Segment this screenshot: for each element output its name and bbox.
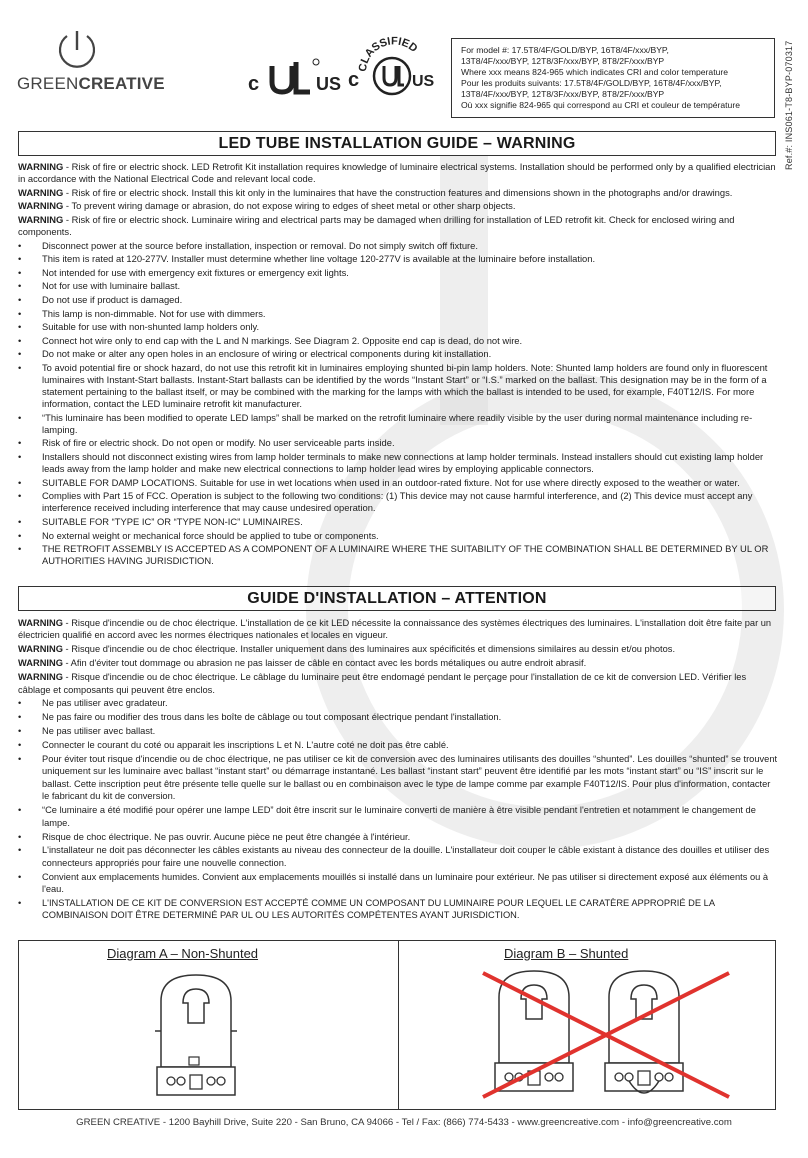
diagram-b-title: Diagram B – Shunted <box>504 946 629 961</box>
list-item: • No external weight or mechanical force should be applied to tube or components. <box>18 530 778 542</box>
list-item: • THE RETROFIT ASSEMBLY IS ACCEPTED AS A COMPONENT OF A LUMINAIRE WHERE THE SUITABILITY OF THE COMBINATION SHALL BE DETERMINED BY UL OR AUTHORITIES HAVING JURISDICTION. <box>18 543 778 567</box>
list-item: • Ne pas utiliser avec ballast. <box>18 725 778 737</box>
list-item: • Not intended for use with emergency exit fixtures or emergency exit lights. <box>18 267 778 279</box>
power-circle-icon <box>55 28 99 72</box>
brand-name: GREENCREATIVE <box>17 74 165 93</box>
warning-paragraph: WARNING - Risque d'incendie ou de choc électrique. Le câblage du luminaire peut être endomagé pendant le perçage pour l'installation de ce kit de conversion LED. Vérifier les câblage et composants qui peuvent être enclos. <box>18 672 747 695</box>
ul-left-letter: c <box>248 73 260 95</box>
warning-paragraph: WARNING - Risque d'incendie ou de choc électrique. Installer uniquement dans des luminaires aux spécificités et dimensions similaires au dessin et/ou photos. <box>18 644 676 655</box>
list-item: • Do not make or alter any open holes in an enclosure of wiring or electrical components during kit installation. <box>18 348 778 360</box>
warning-paragraph: WARNING - Risque d'incendie ou de choc électrique. L'installation de ce kit LED nécessite la connaissance des systèmes électriques des luminaires. L'installation doit être faite par un électricien qualifié en accord avec les normes électriques nationales et locales en vigueur. <box>18 618 772 641</box>
model-line: For model #: 17.5T8/4F/GOLD/BYP, 16T8/4F/xxx/BYP, <box>461 45 669 55</box>
list-item: • Risk of fire or electric shock. Do not open or modify. No user serviceable parts inside. <box>18 437 778 449</box>
list-item: • “Ce luminaire a été modifié pour opérer une lampe LED” doit être inscrit sur le luminaire converti de manière à être visible pendant l'entretien et notamment le changement de lampe. <box>18 804 778 829</box>
list-item: • Not for use with luminaire ballast. <box>18 280 778 292</box>
list-item: • Do not use if product is damaged. <box>18 294 778 306</box>
list-item: • This lamp is non-dimmable. Not for use with dimmers. <box>18 308 778 320</box>
model-line: Où xxx signifie 824-965 qui correspond au CRI et couleur de température <box>461 100 740 110</box>
list-item: • Connect hot wire only to end cap with the L and N markings. See Diagram 2. Opposite end cap is dead, do not wire. <box>18 335 778 347</box>
cul-right-letters: US <box>412 73 435 90</box>
list-item: • “This luminaire has been modified to operate LED lamps” shall be marked on the retrofit luminaire where readily visible by the user during normal maintenance including re-lamping. <box>18 412 778 436</box>
french-title: GUIDE D'INSTALLATION – ATTENTION <box>18 586 776 611</box>
model-line: Where xxx means 824-965 which indicates CRI and color temperature <box>461 67 729 77</box>
ul-right-letters: US <box>316 74 342 94</box>
list-item: • Pour éviter tout risque d'incendie ou de choc électrique, ne pas utiliser ce kit de conversion avec des luminaires utilisants des douilles “shunted”. Les douilles “shunted” se trouvent uniquement sur les luminaire avec ballast “instant start” ou démarrage instantané. Les ballast “instant start” peuvent être identifié par les mots “instant start” ou “IS” inscrit sur le ballast. Cette inscription peut être présente telle quelle sur le ballast ou en combinaison avec le type de lampe comme par example F40T12/IS. Pour plus d'information, contacter le fabricant du kit de conversion. <box>18 753 778 803</box>
brand-logo <box>17 28 177 98</box>
lamp-holders-shunted <box>459 967 759 1107</box>
list-item: • Ne pas faire ou modifier des trous dans les boîte de câblage ou tout composant électrique pendant l'installation. <box>18 711 778 723</box>
warning-paragraph: WARNING - To prevent wiring damage or abrasion, do not expose wiring to edges of sheet metal or other sharp objects. <box>18 200 516 212</box>
ul-classified-mark <box>346 28 438 102</box>
lamp-holder-non-shunted <box>141 971 251 1103</box>
list-item: • L'installateur ne doit pas déconnecter les câbles existants au niveau des connecteur de la douille. L'installateur doit couper le câble existant à distance des douilles et utiliser des connecteurs appropriés pour faire une nouvelle connection. <box>18 844 778 869</box>
list-item: • Convient aux emplacements humides. Convient aux emplacements mouillés si installé dans un luminaire pour extérieur. Ne pas utiliser si directement exposé aux éléments ou à l'eau. <box>18 871 778 896</box>
list-item: • SUITABLE FOR DAMP LOCATIONS. Suitable for use in wet locations when used in an outdoor-rated fixture. Not for use where directly exposed to the weather or water. <box>18 477 778 489</box>
french-body <box>18 617 778 923</box>
classified-text: CLASSIFIED <box>356 35 420 73</box>
list-item: • SUITABLE FOR “TYPE IC” OR “TYPE NON-IC” LUMINAIRES. <box>18 516 778 528</box>
model-line: Pour les produits suivants: 17.5T8/4F/GOLD/BYP, 16T8/4F/xxx/BYP, <box>461 78 722 88</box>
diagram-panel <box>18 940 776 1110</box>
warning-paragraph: WARNING - Afin d'éviter tout dommage ou abrasion ne pas laisser de câble en contact avec les bords métaliques ou autre endroit abrasif. <box>18 658 587 669</box>
cul-left-letter: c <box>348 69 360 91</box>
ul-listed-mark <box>246 50 342 100</box>
warning-paragraph: WARNING - Risk of fire or electric shock. Luminaire wiring and electrical parts may be damaged when drilling for installation of LED retrofit kit. Check for enclosed wiring and components. <box>18 213 735 237</box>
list-item: • Installers should not disconnect existing wires from lamp holder terminals to make new connections at lamp holder terminals. Instead installers should cut existing lamp holder leads away from the lamp holder and make new electrical connections to lamp holder lead wires by employing applicable connectors. <box>18 451 778 475</box>
svg-text:CLASSIFIED <box>357 35 420 72</box>
list-item: • To avoid potential fire or shock hazard, do not use this retrofit kit in luminaires employing shunted bi-pin lamp holders. Note: Shunted lamp holders are found only in fluorescent luminaires with Instant-Start ballasts. Instant-Start ballasts can be identified by the words “Instant Start” or “I.S.” marked on the ballast. This designation may be in the form of a statement pertaining to the ballast itself, or may be combined with the marking for the lamps with which the ballast is intended to be used, for example, F40T12/IS. For more information, contact the LED luminaire retrofit kit manufacturer. <box>18 362 778 410</box>
model-info-box <box>451 38 775 118</box>
model-line: 13T8/4F/xxx/BYP, 12T8/3F/xxx/BYP, 8T8/2F/xxx/BYP <box>461 56 665 66</box>
list-item: • Suitable for use with non-shunted lamp holders only. <box>18 321 778 333</box>
french-bullet-list <box>18 697 778 921</box>
list-item: • L'INSTALLATION DE CE KIT DE CONVERSION EST ACCEPTÉ COMME UN COMPOSANT DU LUMINAIRE POUR LEQUEL LE CARATÈRE APPROPRIÉ DE LA COMBINAISON DOIT ÊTRE DETERMINÉ PAR UL OU LES AUTORITÉS COMPÉTENTES AYANT JURISDICTION. <box>18 897 778 922</box>
list-item: • Disconnect power at the source before installation, inspection or removal. Do not simply switch off fixture. <box>18 240 778 252</box>
footer-contact: GREEN CREATIVE - 1200 Bayhill Drive, Suite 220 - San Bruno, CA 94066 - Tel / Fax: (866) 774-5433 - www.greencreative.com - info@greencreative.com <box>76 1117 732 1128</box>
list-item: • This item is rated at 120-277V. Installer must determine whether line voltage 120-277V is available at the luminaire before installation. <box>18 253 778 265</box>
model-line: 13T8/4F/xxx/BYP, 12T8/3F/xxx/BYP, 8T8/2F/xxx/BYP <box>461 89 665 99</box>
diagram-divider <box>398 941 399 1109</box>
english-title: LED TUBE INSTALLATION GUIDE – WARNING <box>18 131 776 156</box>
reference-number: Ref.#: INS061-T8-BYP-070317 <box>784 40 794 170</box>
list-item: • Ne pas utiliser avec gradateur. <box>18 697 778 709</box>
list-item: • Risque de choc électrique. Ne pas ouvrir. Aucune pièce ne peut être changée à l'intérieur. <box>18 831 778 843</box>
list-item: • Complies with Part 15 of FCC. Operation is subject to the following two conditions: (1) This device may not cause harmful interference, and (2) This device must accept any interference received including interference that may cause undesired operation. <box>18 490 778 514</box>
list-item: • Connecter le courant du coté ou apparait les inscriptions L et N. L'autre coté ne doit pas être cablé. <box>18 739 778 751</box>
warning-paragraph: WARNING - Risk of fire or electric shock. Install this kit only in the luminaires that have the construction features and dimensions shown in the photographs and/or drawings. <box>18 186 733 198</box>
english-bullet-list <box>18 240 778 568</box>
english-body <box>18 161 778 569</box>
diagram-a-title: Diagram A – Non-Shunted <box>107 946 259 961</box>
warning-paragraph: WARNING - Risk of fire or electric shock. LED Retrofit Kit installation requires knowledge of luminaire electrical systems. Installation should be performed only by a qualified electrician in accordance with the National Electrical Code and relevant local code. <box>18 161 776 185</box>
